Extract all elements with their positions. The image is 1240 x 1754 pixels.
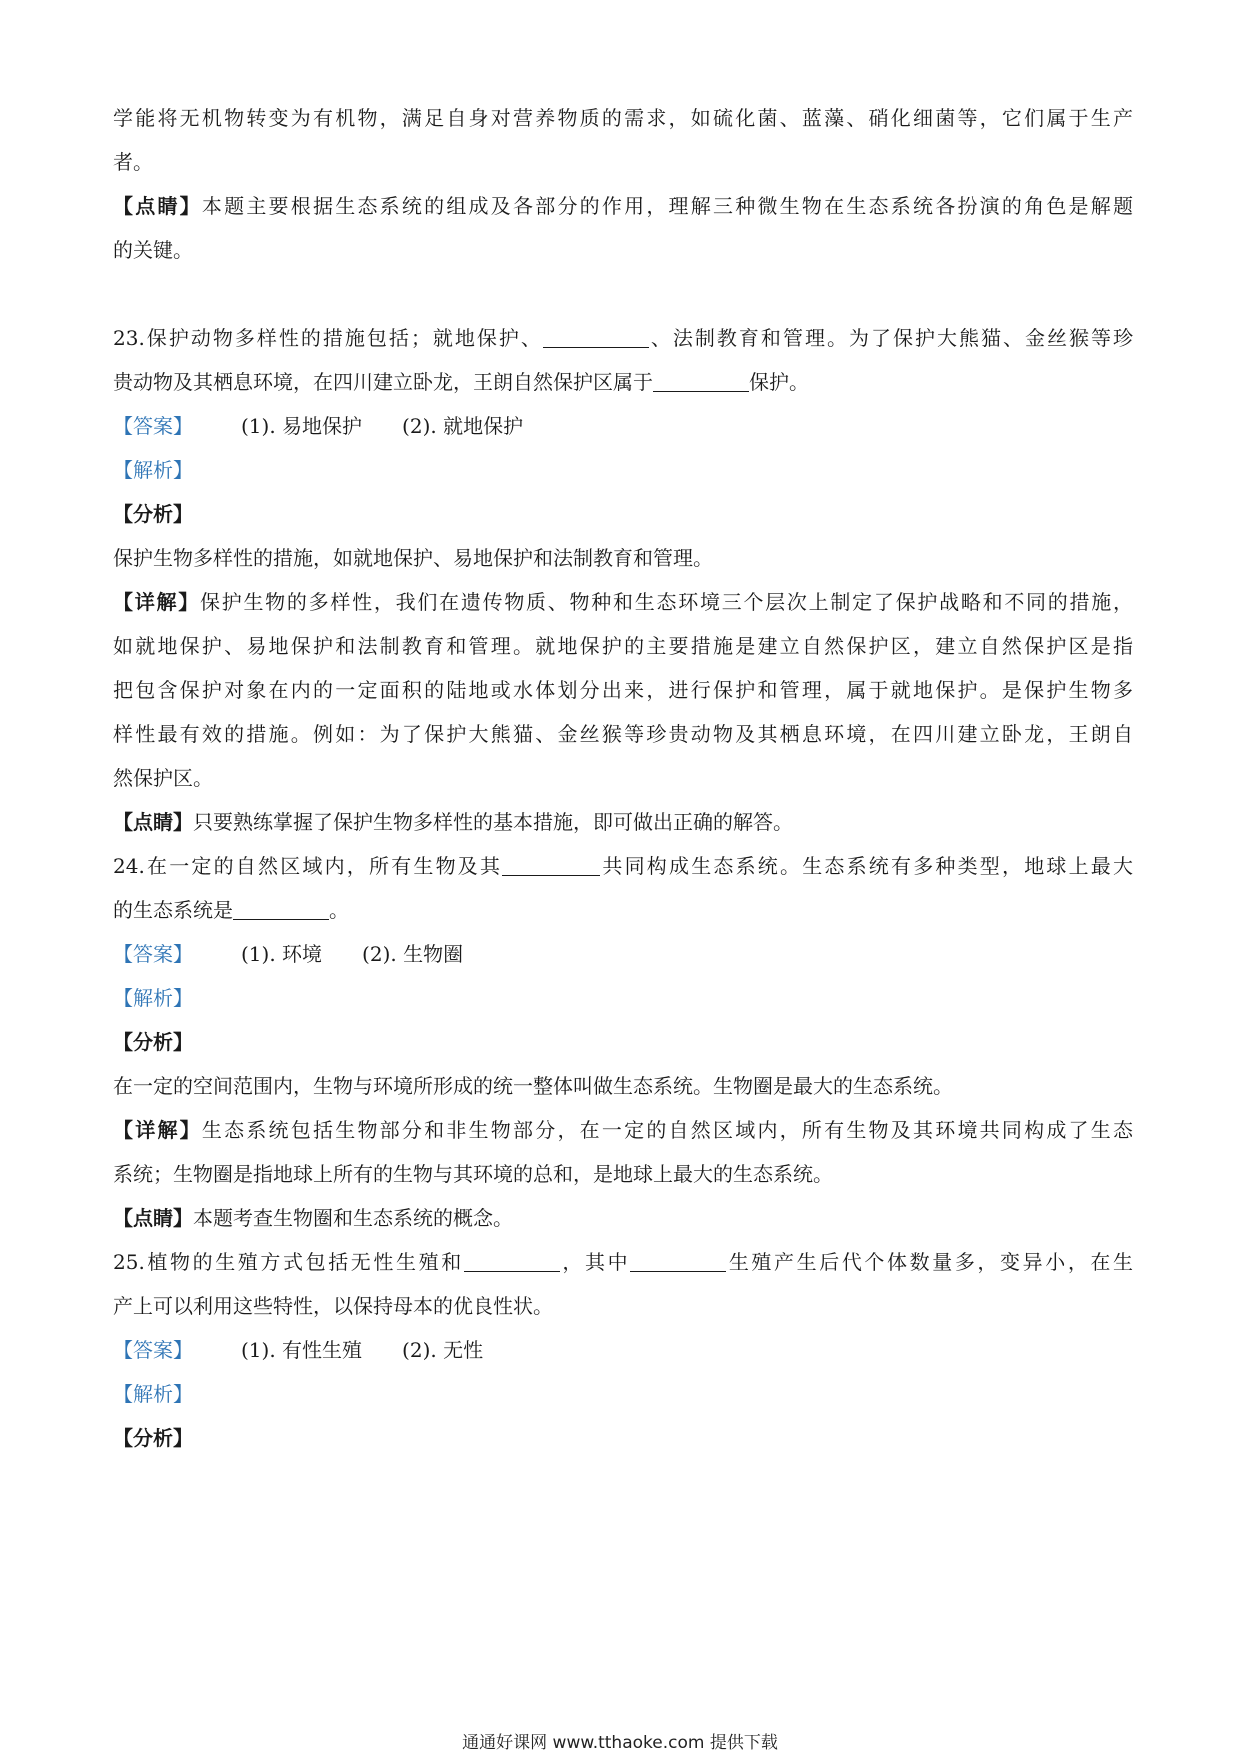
answer-1: (1). 有性生殖: [241, 1338, 363, 1362]
question-23: [113, 324, 1133, 352]
answer-2: (2). 生物圈: [362, 942, 464, 966]
text-line: 然保护区。: [113, 766, 213, 790]
question-text: 。: [329, 898, 349, 922]
blank-2: [630, 1251, 726, 1272]
question-text: 贵动物及其栖息环境，在四川建立卧龙，王朗自然保护区属于: [113, 370, 653, 394]
fenxi-tag: 【分析】: [113, 1030, 193, 1054]
question-23-line2: [113, 368, 1133, 396]
dianjing-tag: 【点睛】: [113, 810, 193, 834]
xiangjie-paragraph: [113, 588, 1133, 616]
jiexi-tag: 【解析】: [113, 986, 193, 1010]
dianjing-paragraph: [113, 192, 1133, 220]
fenxi-text: 在一定的空间范围内，生物与环境所形成的统一整体叫做生态系统。生物圈是最大的生态系统。: [113, 1074, 953, 1098]
question-text: 24.在一定的自然区域内，所有生物及其: [113, 854, 503, 878]
page-footer: 通通好课网 www.tthaoke.com 提供下载: [462, 1733, 778, 1753]
blank-2: [653, 371, 749, 392]
answer-row: [113, 1336, 1133, 1364]
text-line: 如就地保护、易地保护和法制教育和管理。就地保护的主要措施是建立自然保护区，建立自然保护区是指: [113, 634, 1133, 658]
question-text: ，其中: [559, 1250, 631, 1274]
question-text: 23.保护动物多样性的措施包括；就地保护、: [113, 326, 543, 350]
answer-2: (2). 无性: [402, 1338, 484, 1362]
text-line: 样性最有效的措施。例如：为了保护大熊猫、金丝猴等珍贵动物及其栖息环境，在四川建立卧龙，王朗自: [113, 722, 1133, 746]
text-line: 者。: [113, 150, 153, 174]
xiangjie-text: 生态系统包括生物部分和非生物部分，在一定的自然区域内，所有生物及其环境共同构成了生态: [201, 1118, 1133, 1142]
xiangjie-tag: 【详解】: [113, 590, 200, 614]
answer-tag: 【答案】: [113, 1338, 193, 1362]
text-line: 的关键。: [113, 238, 193, 262]
answer-tag: 【答案】: [113, 942, 193, 966]
dianjing-text: 只要熟练掌握了保护生物多样性的基本措施，即可做出正确的解答。: [193, 810, 793, 834]
dianjing-tag: 【点睛】: [113, 194, 202, 218]
question-24-line2: [113, 896, 1133, 924]
question-24: [113, 852, 1133, 880]
question-text: 的生态系统是: [113, 898, 233, 922]
answer-tag: 【答案】: [113, 414, 193, 438]
text-line: 把包含保护对象在内的一定面积的陆地或水体划分出来，进行保护和管理，属于就地保护。是保护生物多: [113, 678, 1133, 702]
answer-2: (2). 就地保护: [402, 414, 524, 438]
question-text: 保护。: [749, 370, 809, 394]
dianjing-tag: 【点睛】: [113, 1206, 193, 1230]
blank-1: [502, 855, 600, 876]
question-text: 共同构成生态系统。生态系统有多种类型，地球上最大: [600, 854, 1133, 878]
fenxi-tag: 【分析】: [113, 502, 193, 526]
question-text: 、法制教育和管理。为了保护大熊猫、金丝猴等珍: [648, 326, 1133, 350]
xiangjie-paragraph: [113, 1116, 1133, 1144]
dianjing-text: 本题主要根据生态系统的组成及各部分的作用，理解三种微生物在生态系统各扮演的角色是解题: [201, 194, 1133, 218]
question-25: [113, 1248, 1133, 1276]
fenxi-tag: 【分析】: [113, 1426, 193, 1450]
xiangjie-tag: 【详解】: [113, 1118, 202, 1142]
blank-1: [543, 327, 649, 348]
fenxi-text: 保护生物多样性的措施，如就地保护、易地保护和法制教育和管理。: [113, 546, 713, 570]
question-25-line2: 产上可以利用这些特性，以保持母本的优良性状。: [113, 1294, 553, 1318]
answer-1: (1). 环境: [241, 942, 323, 966]
question-text: 25.植物的生殖方式包括无性生殖和: [113, 1250, 464, 1274]
answer-row: [113, 940, 1133, 968]
xiangjie-text: 保护生物的多样性，我们在遗传物质、物种和生态环境三个层次上制定了保护战略和不同的措施，: [199, 590, 1133, 614]
answer-1: (1). 易地保护: [241, 414, 363, 438]
text-line: 学能将无机物转变为有机物，满足自身对营养物质的需求，如硫化菌、蓝藻、硝化细菌等，它们属于生产: [113, 106, 1133, 130]
dianjing-paragraph: [113, 1204, 1133, 1232]
blank-1: [464, 1251, 560, 1272]
jiexi-tag: 【解析】: [113, 1382, 193, 1406]
dianjing-text: 本题考查生物圈和生态系统的概念。: [193, 1206, 513, 1230]
jiexi-tag: 【解析】: [113, 458, 193, 482]
dianjing-paragraph: [113, 808, 1133, 836]
blank-2: [233, 899, 329, 920]
question-text: 生殖产生后代个体数量多，变异小，在生: [726, 1250, 1133, 1274]
text-line: 系统；生物圈是指地球上所有的生物与其环境的总和，是地球上最大的生态系统。: [113, 1162, 833, 1186]
answer-row: [113, 412, 1133, 440]
